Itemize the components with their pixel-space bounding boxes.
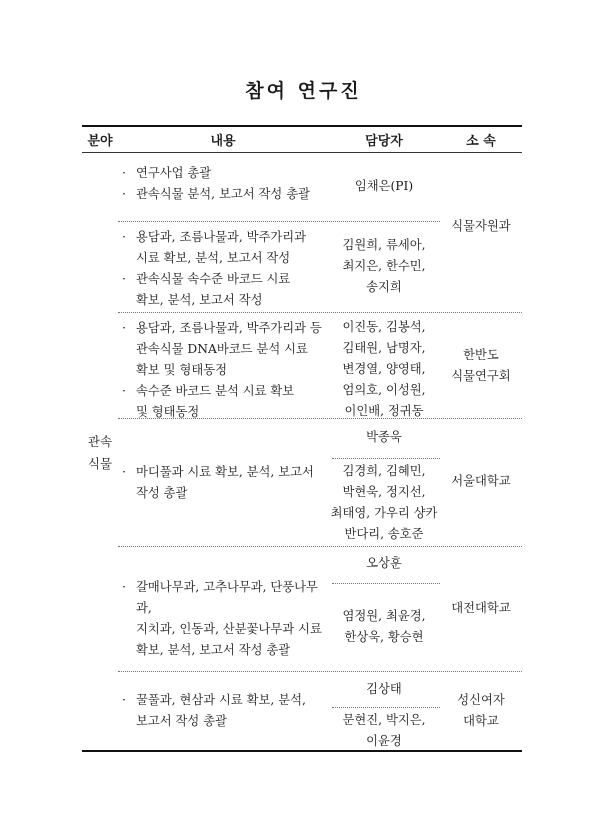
person-cell <box>328 176 440 197</box>
content-line: 용담과, 조름나물과, 박주가리과 <box>136 230 307 244</box>
person-line: 최태영, 가우리 샹카 <box>330 506 438 520</box>
content-item <box>122 690 328 732</box>
bullet-mark: · <box>122 166 126 180</box>
affiliation-line: 식물연구회 <box>451 369 511 383</box>
content-item <box>122 269 328 311</box>
affiliation-line: 서울대학교 <box>451 474 511 488</box>
category-line: 관속 <box>87 434 113 449</box>
affiliation-line: 대학교 <box>463 714 499 728</box>
lead-person: 오상훈 <box>366 556 402 570</box>
person-line: 김태원, 남명자, <box>342 341 426 355</box>
affiliation-cell <box>440 690 522 732</box>
header-field: 분야 <box>87 134 113 149</box>
bullet-mark: · <box>122 187 126 201</box>
row-divider <box>118 221 440 222</box>
person-line: 변경열, 양영태, <box>342 362 426 376</box>
table-bottom-rule <box>82 750 522 752</box>
header-content: 내용 <box>210 134 236 149</box>
lead-divider <box>332 707 440 708</box>
content-line: 확보, 분석, 보고서 작성 <box>136 293 263 307</box>
bullet-mark: · <box>122 384 126 398</box>
affiliation-line: 식물자원과 <box>451 219 511 233</box>
bullet-mark: · <box>122 465 126 479</box>
person-line: 이인배, 정귀동 <box>344 404 424 418</box>
content-item <box>122 462 328 504</box>
content-line: 연구사업 총괄 <box>136 166 212 180</box>
content-line: 작성 총괄 <box>136 486 188 500</box>
person-cell <box>322 461 446 545</box>
affiliation-cell <box>440 345 522 387</box>
person-line: 임채은(PI) <box>354 179 414 193</box>
content-line: 용담과, 조름나물과, 박주가리과 등 <box>136 321 322 335</box>
content-item <box>122 227 328 269</box>
bullet-mark: · <box>122 321 126 335</box>
person-line: 김경희, 김혜민, <box>342 464 426 478</box>
person-line: 송지희 <box>366 280 402 294</box>
affiliation-line: 한반도 <box>463 348 499 362</box>
lead-person: 박종욱 <box>366 430 402 444</box>
content-line: 보고서 작성 총괄 <box>136 714 227 728</box>
person-line: 문현진, 박지은, <box>342 713 426 727</box>
content-line: 확보 및 형태동정 <box>136 363 227 377</box>
content-line: 확보, 분석, 보고서 작성 총괄 <box>136 643 291 657</box>
content-line: 관속식물 분석, 보고서 작성 총괄 <box>136 187 310 201</box>
header-affiliation: 소 속 <box>466 134 496 149</box>
category-line: 식물 <box>87 456 113 471</box>
affiliation-line: 성신여자 <box>457 693 505 707</box>
content-item <box>122 163 336 184</box>
person-cell <box>328 317 440 422</box>
category-cell <box>82 431 118 475</box>
content-item <box>122 184 336 205</box>
row-divider <box>118 671 522 672</box>
header-bottom-rule <box>82 152 522 153</box>
person-line: 이윤경 <box>366 734 402 748</box>
lead-divider <box>332 458 440 459</box>
affiliation-cell <box>440 216 522 237</box>
person-line: 이진동, 김봉석, <box>342 320 426 334</box>
content-item <box>122 318 328 381</box>
table-top-rule <box>82 125 522 127</box>
content-item <box>122 381 328 423</box>
person-cell <box>328 235 440 298</box>
content-line: 마디풀과 시료 확보, 분석, 보고서 <box>136 465 314 479</box>
bullet-mark: · <box>122 580 126 594</box>
content-line: 시료 확보, 분석, 보고서 작성 <box>136 251 291 265</box>
content-item <box>122 577 332 661</box>
lead-divider <box>332 583 440 584</box>
person-line: 엄의호, 이성원, <box>342 383 426 397</box>
header-person: 담당자 <box>365 134 403 149</box>
content-line: 및 형태동정 <box>136 405 200 419</box>
affiliation-cell <box>440 471 522 492</box>
person-line: 박현욱, 정지선, <box>342 485 426 499</box>
person-line: 최지은, 한수민, <box>342 259 426 273</box>
content-line: 지치과, 인동과, 산분꽃나무과 시료 <box>136 622 322 636</box>
content-line: 관속식물 속수준 바코드 시료 <box>136 272 291 286</box>
person-line: 염정원, 최윤경, <box>342 609 426 623</box>
person-line: 한상욱, 황승현 <box>344 630 424 644</box>
affiliation-line: 대전대학교 <box>451 601 511 615</box>
person-cell <box>328 710 440 752</box>
affiliation-cell <box>440 598 522 619</box>
content-line: 꿀풀과, 현삼과 시료 확보, 분석, <box>136 693 306 707</box>
person-cell <box>328 606 440 648</box>
bullet-mark: · <box>122 272 126 286</box>
bullet-mark: · <box>122 230 126 244</box>
bullet-mark: · <box>122 693 126 707</box>
page-title: 참여 연구진 <box>245 80 362 102</box>
person-line: 김원희, 류세아, <box>342 238 426 252</box>
content-line: 갈매나무과, 고추나무과, 단풍나무과, <box>136 580 318 615</box>
lead-person: 김상태 <box>366 682 402 696</box>
content-line: 관속식물 DNA바코드 분석 시료 <box>136 342 308 356</box>
content-line: 속수준 바코드 분석 시료 확보 <box>136 384 295 398</box>
row-divider <box>118 546 522 547</box>
person-line: 반다리, 송호준 <box>344 527 424 541</box>
row-divider <box>118 312 522 313</box>
